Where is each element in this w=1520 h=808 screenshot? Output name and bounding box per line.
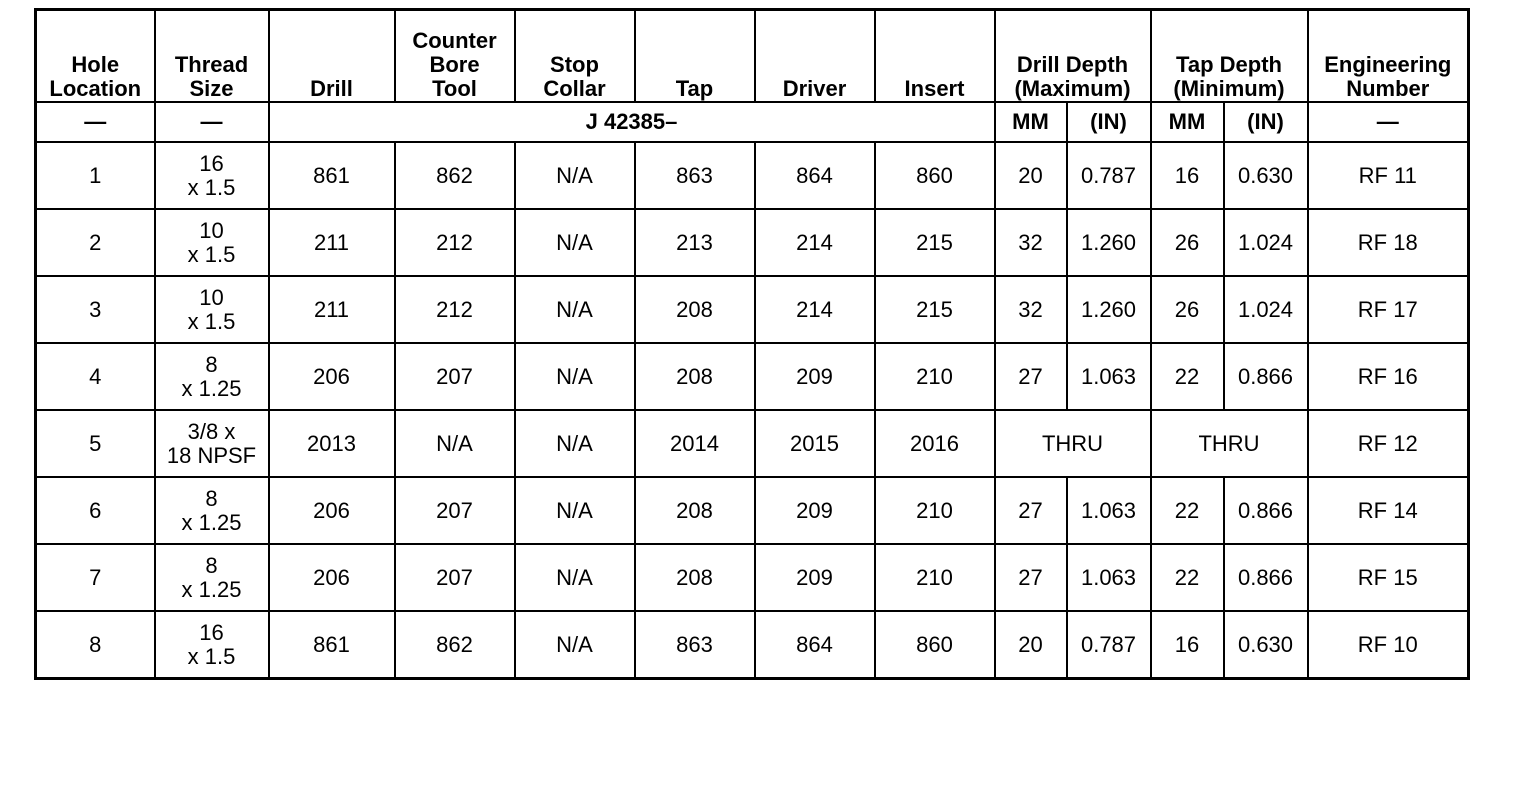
cell-tap-depth-mm: 16 [1151,142,1224,209]
cell-hole: 1 [36,142,155,209]
header-text: Drill [310,76,353,101]
cell-stop-collar: N/A [515,410,635,477]
cell-drill: 861 [269,611,395,679]
cell-engineering-number: RF 15 [1308,544,1469,611]
cell-hole: 8 [36,611,155,679]
header-stop-collar [515,10,635,103]
cell-hole: 2 [36,209,155,276]
cell-drill: 206 [269,477,395,544]
table-row [36,410,1469,477]
cell-tap-depth-in: 0.866 [1224,544,1308,611]
subheader-thread-size: — [155,102,269,142]
cell-hole: 5 [36,410,155,477]
cell-driver: 864 [755,611,875,679]
header-text: Bore [429,52,480,77]
cell-drill-depth-in: 0.787 [1067,142,1151,209]
cell-driver: 864 [755,142,875,209]
table-row [36,477,1469,544]
cell-insert: 860 [875,611,995,679]
cell-tap-depth-in: 1.024 [1224,209,1308,276]
header-tap [635,10,755,103]
cell-drill: 211 [269,209,395,276]
cell-driver: 209 [755,343,875,410]
cell-driver: 214 [755,276,875,343]
cell-drill: 2013 [269,410,395,477]
header-text: Tap Depth [1176,52,1282,77]
thread-line: 8 [205,552,218,578]
cell-thread [155,142,269,209]
cell-drill-depth-mm: 32 [995,209,1067,276]
table-row [36,611,1469,679]
cell-tap: 2014 [635,410,755,477]
cell-tap: 213 [635,209,755,276]
thread-line: x 1.25 [181,509,242,535]
header-text: Location [49,76,142,101]
thread-line: x 1.25 [181,375,242,401]
cell-tap-depth-in: 1.024 [1224,276,1308,343]
cell-tap: 863 [635,611,755,679]
cell-drill-depth-mm: 20 [995,611,1067,679]
header-text: Hole [71,52,120,77]
cell-counter-bore: 207 [395,343,515,410]
header-row [36,10,1469,103]
cell-drill: 206 [269,544,395,611]
thread-line: 18 NPSF [166,442,257,468]
table-row [36,276,1469,343]
cell-drill-depth-in: 1.260 [1067,209,1151,276]
thread-line: 10 [199,217,224,243]
cell-tap-depth-thru: THRU [1151,410,1308,477]
cell-drill-depth-in: 1.063 [1067,343,1151,410]
cell-tap-depth-mm: 26 [1151,209,1224,276]
thread-line: x 1.5 [187,174,236,200]
cell-insert: 210 [875,477,995,544]
thread-line: x 1.5 [187,241,236,267]
cell-drill: 206 [269,343,395,410]
cell-engineering-number: RF 14 [1308,477,1469,544]
cell-drill-depth-in: 0.787 [1067,611,1151,679]
cell-thread [155,544,269,611]
subheader-tool-set: J 42385– [269,102,995,142]
table-row [36,209,1469,276]
subheader-row [36,102,1469,142]
subheader-drill-in: (IN) [1067,102,1151,142]
cell-thread [155,209,269,276]
cell-tap: 208 [635,477,755,544]
cell-drill-depth-mm: 32 [995,276,1067,343]
cell-stop-collar: N/A [515,276,635,343]
cell-stop-collar: N/A [515,209,635,276]
header-text: Driver [782,76,847,101]
cell-drill-depth-mm: 27 [995,544,1067,611]
cell-driver: 214 [755,209,875,276]
cell-thread [155,343,269,410]
cell-drill-depth-mm: 27 [995,477,1067,544]
header-text: Engineering [1324,52,1452,77]
cell-drill-depth-thru: THRU [995,410,1151,477]
cell-hole: 6 [36,477,155,544]
table-row [36,343,1469,410]
header-driver [755,10,875,103]
cell-counter-bore: 212 [395,276,515,343]
header-text: Stop [550,52,599,77]
header-counter-bore-tool [395,10,515,103]
header-text: Drill Depth [1016,52,1129,77]
thread-line: 8 [205,485,218,511]
cell-tap: 208 [635,343,755,410]
header-text: Counter [412,28,497,53]
table-row [36,544,1469,611]
cell-engineering-number: RF 10 [1308,611,1469,679]
header-thread-size [155,10,269,103]
cell-counter-bore: N/A [395,410,515,477]
cell-driver: 209 [755,477,875,544]
tool-spec-table [34,8,1470,680]
subheader-hole-location: — [36,102,155,142]
header-drill-depth [995,10,1151,103]
subheader-engineering-number: — [1308,102,1469,142]
cell-hole: 7 [36,544,155,611]
cell-insert: 215 [875,276,995,343]
cell-counter-bore: 212 [395,209,515,276]
header-text: Collar [543,76,606,101]
cell-tap-depth-in: 0.630 [1224,611,1308,679]
cell-hole: 3 [36,276,155,343]
cell-thread [155,611,269,679]
cell-drill: 211 [269,276,395,343]
cell-counter-bore: 207 [395,477,515,544]
cell-stop-collar: N/A [515,343,635,410]
cell-drill-depth-in: 1.063 [1067,477,1151,544]
thread-line: 10 [199,284,224,310]
header-text: Thread [174,52,249,77]
cell-insert: 2016 [875,410,995,477]
cell-drill: 861 [269,142,395,209]
thread-line: x 1.5 [187,308,236,334]
cell-counter-bore: 862 [395,611,515,679]
cell-drill-depth-mm: 27 [995,343,1067,410]
thread-line: 3/8 x [187,418,236,444]
header-text: (Maximum) [1014,76,1131,101]
subheader-tap-in: (IN) [1224,102,1308,142]
cell-tap-depth-in: 0.866 [1224,477,1308,544]
header-drill [269,10,395,103]
cell-tap-depth-in: 0.866 [1224,343,1308,410]
cell-counter-bore: 207 [395,544,515,611]
cell-stop-collar: N/A [515,477,635,544]
header-insert [875,10,995,103]
header-text: Tool [432,76,477,101]
cell-engineering-number: RF 16 [1308,343,1469,410]
cell-tap: 208 [635,276,755,343]
thread-line: 8 [205,351,218,377]
cell-stop-collar: N/A [515,142,635,209]
cell-drill-depth-mm: 20 [995,142,1067,209]
cell-tap-depth-mm: 22 [1151,544,1224,611]
thread-line: x 1.25 [181,576,242,602]
header-hole-location [36,10,155,103]
cell-engineering-number: RF 11 [1308,142,1469,209]
cell-tap-depth-mm: 22 [1151,343,1224,410]
cell-driver: 2015 [755,410,875,477]
cell-insert: 210 [875,544,995,611]
cell-tap-depth-mm: 26 [1151,276,1224,343]
header-text: Tap [675,76,714,101]
cell-stop-collar: N/A [515,544,635,611]
cell-thread [155,477,269,544]
cell-drill-depth-in: 1.260 [1067,276,1151,343]
table-row [36,142,1469,209]
cell-tap: 863 [635,142,755,209]
header-text: (Minimum) [1173,76,1285,101]
cell-insert: 210 [875,343,995,410]
cell-hole: 4 [36,343,155,410]
cell-engineering-number: RF 17 [1308,276,1469,343]
cell-tap-depth-mm: 16 [1151,611,1224,679]
cell-thread [155,410,269,477]
thread-line: 16 [199,619,224,645]
header-text: Size [189,76,234,101]
cell-engineering-number: RF 18 [1308,209,1469,276]
cell-driver: 209 [755,544,875,611]
subheader-tap-mm: MM [1151,102,1224,142]
subheader-drill-mm: MM [995,102,1067,142]
header-engineering-number [1308,10,1469,103]
header-text: Number [1346,76,1430,101]
header-tap-depth [1151,10,1308,103]
cell-insert: 215 [875,209,995,276]
cell-counter-bore: 862 [395,142,515,209]
cell-engineering-number: RF 12 [1308,410,1469,477]
cell-tap-depth-in: 0.630 [1224,142,1308,209]
cell-thread [155,276,269,343]
thread-line: 16 [199,150,224,176]
cell-stop-collar: N/A [515,611,635,679]
thread-line: x 1.5 [187,643,236,669]
cell-tap-depth-mm: 22 [1151,477,1224,544]
cell-insert: 860 [875,142,995,209]
header-text: Insert [904,76,965,101]
cell-drill-depth-in: 1.063 [1067,544,1151,611]
cell-tap: 208 [635,544,755,611]
